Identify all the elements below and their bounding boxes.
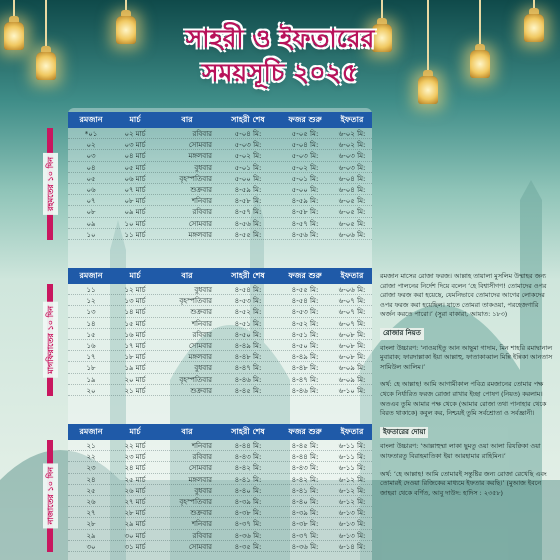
table-cell: ১৩ মার্চ — [124, 297, 146, 306]
column-header: সাহরী শেষ — [231, 270, 265, 280]
table-cell: ০৫ মার্চ — [124, 163, 146, 172]
niyat-meaning-text: অর্থ: হে আল্লাহ! আমি আগামীকাল পবিত্র রমজানের তোমার পক্ষ থেকে নির্ধারিত ফরজ রোজা রাখার ইচ্ছা পোষণ (নিয়ত) করলাম। অতএব তুমি আমার পক্ষ থেকে (আমার রোজা তথা পানাহার থেকে বিরত থাকাকে) কবুল কর, নিশ্চয়ই তুমি সর্বশ্রোতা ও সর্বজ্ঞানী। — [380, 380, 547, 418]
table-cell: বৃহস্পতিবার — [179, 375, 212, 384]
table-row — [68, 541, 372, 552]
table-row — [68, 340, 372, 351]
table-cell: ৪-৪৪ মি: — [234, 442, 262, 450]
table-cell: ৪-৪৩ মি: — [291, 464, 319, 473]
section-label — [40, 440, 60, 552]
table-row — [68, 451, 372, 462]
table-cell: ৪-৫৪ মি: — [291, 297, 319, 306]
table-cell: ৬-০৮ মি: — [338, 341, 366, 350]
table-cell: ১৪ মার্চ — [124, 308, 146, 317]
table-cell: ৪-৪০ মি: — [291, 497, 319, 506]
table-cell: ৪-৩৭ মি: — [234, 520, 262, 529]
table-cell: ৬-০২ মি: — [338, 141, 366, 150]
table-row — [68, 195, 372, 206]
niyat-arabic-text: বাংলা উচ্চারণ: ‘নাওয়াইতু আন আছুমা গাদাম, মিন শাহরি রমাদ্বানাল মুবারাক; ফারদাল্লাকা ইয়া আল্লাহু, ফাতাকাব্বাল মিন্নি ইন্নিকা আনতাস সামিউল আলিম।’ — [380, 343, 553, 371]
table-row — [68, 329, 372, 340]
table-cell: ৫-০৪ মি: — [234, 130, 262, 138]
table-cell: ৬-০৫ মি: — [338, 197, 366, 206]
table-cell: ৬-১২ মি: — [338, 497, 366, 506]
schedule-table — [68, 268, 372, 396]
table-cell: ১৪ — [86, 319, 96, 328]
table-cell: ৫-০৫ মি: — [291, 130, 319, 138]
table-cell: ২৮ মার্চ — [124, 509, 146, 518]
table-cell: ৪-৩৬ মি: — [291, 542, 319, 551]
table-cell: ৬-০৯ মি: — [338, 364, 366, 373]
table-cell: ৪-৫৯ মি: — [291, 197, 319, 206]
table-cell: ৪-৩৭ মি: — [291, 531, 319, 540]
table-cell: ০৪ — [86, 163, 96, 172]
column-header: রমজান — [79, 426, 103, 436]
table-cell: ৪-৫২ মি: — [291, 319, 319, 328]
table-cell: ৬-০৭ মি: — [338, 319, 366, 328]
table-header — [68, 424, 372, 440]
table-cell: সোমবার — [188, 341, 212, 350]
table-cell: শুক্রবার — [190, 386, 212, 395]
table-cell: ২৬ — [86, 497, 96, 506]
table-cell: ৫-০০ মি: — [291, 185, 319, 194]
table-cell: ৬-০৯ মি: — [338, 375, 366, 384]
intro-text: রমজান মাসের রোজা ফরজ। আল্লাহ তায়ালা মুসলিম উম্মাহর জন্য রোজা পালনের নির্দেশ দিয়ে বলেন ‘হে বিশ্বাসীগণ! তোমাদের ওপর রোজা ফরজ করা হয়েছে, যেমনিভাবে তোমাদের আগের লোকদের ওপর ফরজ করা হয়েছিল। যাতে তোমরা তাকওয়া, পরহেজগারি অর্জন করতে পারো।’ (সুরা বাকারা, আয়াত: ১৮৩) — [380, 272, 547, 319]
table-cell: ৪-৪২ মি: — [291, 475, 319, 484]
table-cell: ০৪ মার্চ — [124, 152, 146, 161]
table-cell: সোমবার — [188, 141, 212, 150]
table-cell: ২৪ — [86, 475, 96, 484]
column-header: ইফতার — [340, 270, 364, 280]
column-header: মার্চ — [129, 426, 141, 436]
table-cell: ৪-৪২ মি: — [234, 464, 262, 473]
table-cell: ৬-০৫ মি: — [338, 219, 366, 228]
table-cell: ১৯ মার্চ — [124, 364, 146, 373]
table-cell: ৬-১১ মি: — [338, 464, 366, 473]
table-cell: ২৮ — [86, 520, 96, 529]
table-cell: ৪-৩৯ মি: — [291, 509, 319, 518]
table-cell: ২৫ মার্চ — [124, 475, 146, 484]
column-header: বার — [181, 114, 193, 124]
table-cell: ১৩ — [86, 308, 96, 317]
table-cell: ৪-৫১ মি: — [234, 319, 262, 328]
table-cell: ৪-৫৪ মি: — [234, 286, 262, 294]
table-cell: ১৫ — [86, 330, 96, 339]
table-cell: ৪-৪৮ মি: — [234, 353, 262, 362]
table-cell: শনিবার — [191, 520, 212, 529]
table-cell: ৪-৪৭ মি: — [291, 375, 319, 384]
table-cell: শনিবার — [191, 319, 212, 328]
table-cell: ৪-৫৩ মি: — [234, 297, 262, 306]
table-cell: ৫-০০ মি: — [234, 174, 262, 183]
table-row — [68, 440, 372, 451]
info-panel — [374, 270, 560, 560]
table-cell: ৬-০৮ মি: — [338, 330, 366, 339]
table-cell: ৪-৪১ মি: — [291, 486, 319, 495]
table-row — [68, 485, 372, 496]
column-header: ইফতার — [340, 114, 364, 124]
table-cell: ১৯ — [86, 375, 96, 384]
table-cell: বুধবার — [194, 286, 212, 294]
column-header: মার্চ — [129, 114, 141, 124]
table-cell: ৬-০৫ মি: — [338, 208, 366, 217]
table-row — [68, 474, 372, 485]
table-cell: ৪-৪৫ মি: — [234, 386, 262, 395]
table-cell: রবিবার — [192, 208, 212, 217]
table-cell: মঙ্গলবার — [188, 475, 212, 484]
table-cell: ৪-৪৫ মি: — [291, 442, 319, 450]
table-cell: ১৭ — [86, 353, 96, 362]
iftar-heading: ইফতারের দোয়া — [380, 427, 428, 439]
table-cell: ০২ মার্চ — [124, 130, 146, 138]
table-cell: ০২ — [86, 141, 96, 150]
table-cell: ০৩ মার্চ — [124, 141, 146, 150]
table-cell: ৪-৪৭ মি: — [234, 364, 262, 373]
table-cell: ৬-০৬ মি: — [338, 286, 366, 294]
table-cell: ৬-১০ মি: — [338, 386, 366, 395]
table-cell: ৪-৫০ মি: — [291, 341, 319, 350]
table-cell: ৬-১৩ মি: — [338, 520, 366, 529]
table-cell: ০৩ — [86, 152, 96, 161]
table-cell: ২৭ — [86, 509, 96, 518]
table-cell: মঙ্গলবার — [188, 353, 212, 362]
table-cell: ৫-০১ মি: — [291, 174, 319, 183]
table-cell: ৬-০৪ মি: — [338, 174, 366, 183]
table-cell: ৪-৩৫ মি: — [234, 542, 262, 551]
column-header: বার — [181, 270, 193, 280]
table-row — [68, 229, 372, 240]
table-cell: ১০ মার্চ — [124, 219, 146, 228]
table-cell: ২৯ মার্চ — [124, 520, 146, 529]
table-row — [68, 184, 372, 195]
table-cell: মঙ্গলবার — [188, 152, 212, 161]
table-row — [68, 295, 372, 306]
table-cell: ৪-৫১ মি: — [291, 330, 319, 339]
schedule-table — [68, 112, 372, 240]
table-row — [68, 518, 372, 529]
column-header: ফজর শুরু — [288, 270, 322, 280]
table-cell: ০৮ — [86, 208, 96, 217]
table-cell: ১৮ — [86, 364, 96, 373]
table-cell: শনিবার — [191, 442, 212, 450]
table-cell: ৬-১১ মি: — [338, 453, 366, 462]
table-cell: ১১ মার্চ — [124, 230, 146, 239]
section-label — [40, 128, 60, 240]
table-row — [68, 284, 372, 295]
table-cell: ১০ — [86, 230, 96, 239]
table-cell: ৬-১৪ মি: — [338, 542, 366, 551]
table-cell: ৪-৪১ মি: — [234, 475, 262, 484]
table-header — [68, 112, 372, 128]
table-cell: ৫-০২ মি: — [291, 163, 319, 172]
section-label — [40, 284, 60, 396]
table-row — [68, 218, 372, 229]
table-cell: ২৬ মার্চ — [124, 486, 146, 495]
table-cell: ১৬ — [86, 341, 96, 350]
table-cell: ৫-০৩ মি: — [291, 152, 319, 161]
table-cell: ৬-০৮ মি: — [338, 353, 366, 362]
table-cell: *০১ — [84, 130, 98, 138]
table-cell: শনিবার — [191, 197, 212, 206]
table-cell: ৪-৪৯ মি: — [291, 353, 319, 362]
table-cell: বুধবার — [194, 364, 212, 373]
table-cell: ০৯ মার্চ — [124, 208, 146, 217]
table-row — [68, 374, 372, 385]
table-cell: ৪-৩৬ মি: — [234, 531, 262, 540]
column-header: মার্চ — [129, 270, 141, 280]
iftar-arabic-text: বাংলা উচ্চারণ: ‘আল্লাহুম্মা লাকা ছুমতু ওয়া আলা রিযক্বিকা ওয়া আফতারতু বিরাহমাতিকা ইয়া আরহামার রাহিমিন।’ — [380, 442, 541, 460]
table-cell: ৬-০৬ মি: — [338, 230, 366, 239]
table-cell: ০৭ — [86, 197, 96, 206]
table-row — [68, 139, 372, 150]
table-cell: ৫-০১ মি: — [234, 163, 262, 172]
table-row — [68, 318, 372, 329]
table-row — [68, 128, 372, 139]
section-label-text: রহমতের ১০ দিন — [43, 153, 58, 215]
table-cell: ২৩ মার্চ — [124, 453, 146, 462]
table-cell: ২৪ মার্চ — [124, 464, 146, 473]
table-cell: ২৭ মার্চ — [124, 497, 146, 506]
table-row — [68, 162, 372, 173]
iftar-meaning-text: অর্থ: ‘হে আল্লাহ! আমি তোমারই সন্তুষ্টির জন্য রোজা রেখেছি এবং তোমারই দেওয়া রিজিকের মাধ্যমে ইফতার করছি।’ (মুআজ ইবনে জাহরা থেকে বর্ণিত, আবু দাউদ: হাদিস : ২৩৫৮) — [380, 469, 547, 497]
table-header — [68, 268, 372, 284]
table-cell: শুক্রবার — [190, 509, 212, 518]
table-cell: ৫-০৩ মি: — [234, 141, 262, 150]
table-cell: ২২ — [86, 453, 96, 462]
table-cell: ৬-০৭ মি: — [338, 308, 366, 317]
table-cell: রবিবার — [192, 130, 212, 138]
title-block — [0, 22, 560, 90]
table-cell: ৪-৪৬ মি: — [234, 375, 262, 384]
table-cell: ৪-৫৭ মি: — [291, 219, 319, 228]
table-cell: ১৬ মার্চ — [124, 330, 146, 339]
table-cell: ৪-৩৮ মি: — [234, 509, 262, 518]
column-header: সাহরী শেষ — [231, 114, 265, 124]
table-cell: ০৬ মার্চ — [124, 174, 146, 183]
table-cell: ৩০ — [86, 542, 96, 551]
table-cell: ২৯ — [86, 531, 96, 540]
table-cell: বুধবার — [194, 163, 212, 172]
table-cell: ০৭ মার্চ — [124, 185, 146, 194]
table-cell: ৫-০২ মি: — [234, 152, 262, 161]
table-cell: ৬-০৭ মি: — [338, 297, 366, 306]
table-cell: ৬-০২ মি: — [338, 130, 366, 138]
column-header: রমজান — [79, 270, 103, 280]
table-cell: ০৫ — [86, 174, 96, 183]
table-cell: ৪-৫৮ মি: — [234, 197, 262, 206]
table-cell: শুক্রবার — [190, 185, 212, 194]
table-cell: ২১ — [86, 442, 96, 450]
table-row — [68, 150, 372, 161]
table-cell: ২১ মার্চ — [124, 386, 146, 395]
table-cell: সোমবার — [188, 542, 212, 551]
table-row — [68, 496, 372, 507]
table-cell: ১৫ মার্চ — [124, 319, 146, 328]
table-row — [68, 206, 372, 217]
table-cell: ৪-৫৯ মি: — [234, 185, 262, 194]
table-cell: সোমবার — [188, 464, 212, 473]
title-line-2: সময়সূচি ২০২৫ — [202, 58, 358, 87]
table-cell: ২০ — [86, 386, 96, 395]
table-cell: ১২ — [86, 297, 96, 306]
table-cell: মঙ্গলবার — [188, 230, 212, 239]
table-row — [68, 530, 372, 541]
table-cell: ৬-০৩ মি: — [338, 152, 366, 161]
niyat-heading: রোজার নিয়ত — [380, 328, 424, 340]
table-cell: ৬-০৩ মি: — [338, 163, 366, 172]
table-cell: ২২ মার্চ — [124, 442, 146, 450]
table-cell: রবিবার — [192, 531, 212, 540]
table-cell: ৪-৩৯ মি: — [234, 497, 262, 506]
table-row — [68, 351, 372, 362]
table-cell: ৬-১১ মি: — [338, 442, 366, 450]
table-cell: ৬-১৩ মি: — [338, 509, 366, 518]
column-header: বার — [181, 426, 193, 436]
table-cell: রবিবার — [192, 330, 212, 339]
table-cell: ৫-০৪ মি: — [291, 141, 319, 150]
table-row — [68, 462, 372, 473]
table-row — [68, 362, 372, 373]
column-header: ফজর শুরু — [288, 114, 322, 124]
table-cell: ৪-৪৮ মি: — [291, 364, 319, 373]
schedule-table — [68, 424, 372, 552]
section-label-text: নাজাতের ১০ দিন — [43, 463, 58, 528]
table-row — [68, 173, 372, 184]
table-cell: ০৬ — [86, 185, 96, 194]
table-row — [68, 507, 372, 518]
table-row — [68, 385, 372, 396]
table-cell: বৃহস্পতিবার — [179, 497, 212, 506]
column-header: ফজর শুরু — [288, 426, 322, 436]
section-label-text: মাগফিরাতের ১০ দিন — [43, 302, 58, 378]
table-cell: ২০ মার্চ — [124, 375, 146, 384]
table-cell: ৪-৫৩ মি: — [291, 308, 319, 317]
table-cell: ৩০ মার্চ — [124, 531, 146, 540]
table-cell: বুধবার — [194, 486, 212, 495]
table-cell: ১১ — [86, 286, 96, 294]
table-cell: ০৮ মার্চ — [124, 197, 146, 206]
table-cell: সোমবার — [188, 219, 212, 228]
table-cell: ৪-৫৫ মি: — [234, 230, 262, 239]
table-cell: ৪-৫৭ মি: — [234, 208, 262, 217]
table-cell: বৃহস্পতিবার — [179, 297, 212, 306]
table-cell: ৩১ মার্চ — [124, 542, 146, 551]
table-cell: ৪-৫৮ মি: — [291, 208, 319, 217]
table-cell: ৪-৫৬ মি: — [291, 230, 319, 239]
column-header: ইফতার — [340, 426, 364, 436]
table-cell: রবিবার — [192, 453, 212, 462]
table-cell: ৪-৪৪ মি: — [291, 453, 319, 462]
table-cell: ৪-৪০ মি: — [234, 486, 262, 495]
table-cell: ৪-৪৯ মি: — [234, 341, 262, 350]
column-header: রমজান — [79, 114, 103, 124]
table-cell: ৬-১২ মি: — [338, 486, 366, 495]
table-cell: ১৭ মার্চ — [124, 341, 146, 350]
table-cell: শুক্রবার — [190, 308, 212, 317]
table-cell: ৪-৪৩ মি: — [234, 453, 262, 462]
table-cell: ১৮ মার্চ — [124, 353, 146, 362]
table-row — [68, 306, 372, 317]
table-cell: ২৫ — [86, 486, 96, 495]
column-header: সাহরী শেষ — [231, 426, 265, 436]
table-cell: ৪-৫০ মি: — [234, 330, 262, 339]
table-cell: ৪-৫৬ মি: — [234, 219, 262, 228]
table-cell: ৬-০৪ মি: — [338, 185, 366, 194]
table-cell: ১২ মার্চ — [124, 286, 146, 294]
table-cell: ৪-৫৫ মি: — [291, 286, 319, 294]
table-cell: ৬-১২ মি: — [338, 475, 366, 484]
table-cell: ৪-৩৮ মি: — [291, 520, 319, 529]
table-cell: ০৯ — [86, 219, 96, 228]
table-cell: ৬-১৩ মি: — [338, 531, 366, 540]
table-cell: বৃহস্পতিবার — [179, 174, 212, 183]
table-cell: ২৩ — [86, 464, 96, 473]
table-cell: ৪-৫২ মি: — [234, 308, 262, 317]
title-line-1: সাহরী ও ইফতারের — [185, 24, 375, 53]
table-cell: ৪-৪৬ মি: — [291, 386, 319, 395]
